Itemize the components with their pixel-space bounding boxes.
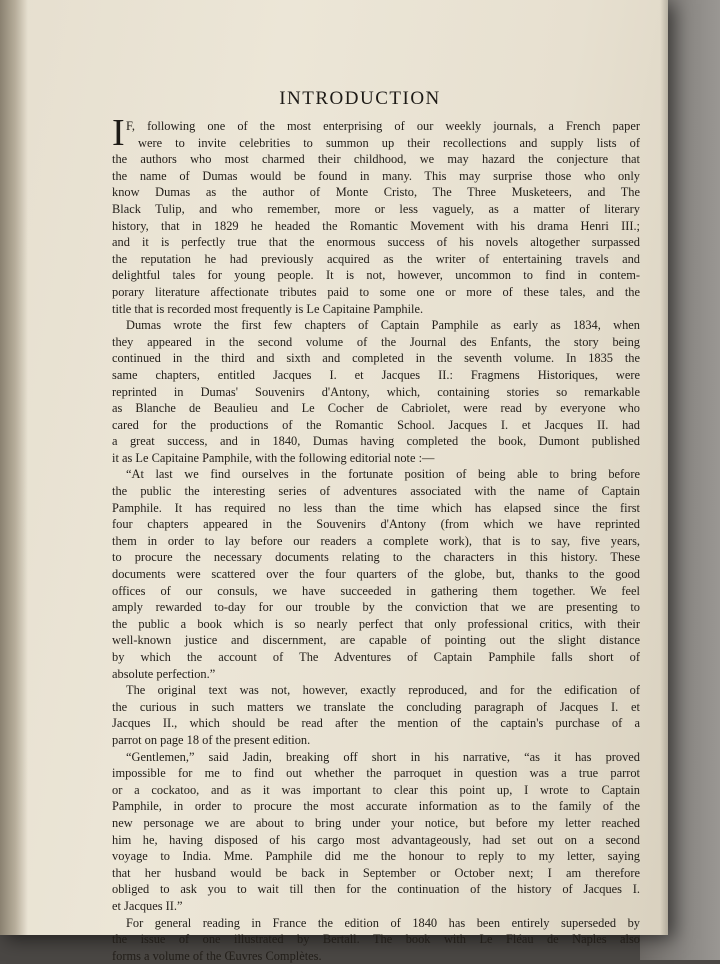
text-line: the public a book which is so nearly perfect that only professional critics, with their (112, 616, 640, 631)
text-line: porary literature affectionate tributes paid to some one or more of these tales, and the (112, 284, 640, 299)
text-line: were to invite celebrities to summon up their recollections and supply lists of (138, 135, 640, 150)
text-line: four chapters appeared in the Souvenirs d'Antony (from which we have reprinted (112, 517, 640, 532)
text-line: the public the interesting series of adventures associated with the name of Captain (112, 484, 640, 499)
text-line: reprinted in Dumas' Souvenirs d'Antony, which, containing stories so remarkable (112, 384, 640, 399)
text-line: cared for the productions of the Romantic School. Jacques I. et Jacques II. had (112, 417, 640, 432)
text-line: offices of our consuls, we have succeeded in gathering them together. We feel (112, 583, 640, 598)
text-line: The original text was not, however, exactly reproduced, and for the edification of (126, 683, 640, 698)
text-line: them in order to lay before our readers a complete work), that is to say, five years, (112, 533, 640, 548)
text-line: “At last we find ourselves in the fortunate position of being able to bring before (126, 467, 640, 482)
text-line: Dumas wrote the first few chapters of Captain Pamphile as early as 1834, when (126, 318, 640, 333)
page-edge (660, 0, 668, 935)
text-line: the name of Dumas would be found in many. This may surprise those who only (112, 168, 640, 183)
text-line: him he, having disposed of his cargo most advantageously, had set out on a second (112, 832, 640, 847)
text-line: delightful tales for young people. It is not, however, uncommon to find in contem- (112, 268, 640, 283)
text-line: same chapters, entitled Jacques I. et Jacques II.: Fragmens Historiques, were (112, 367, 640, 382)
introduction-text (112, 112, 640, 964)
text-line: and it is perfectly true that the enormous success of his novels altogether surpassed (112, 235, 640, 250)
text-line: as Blanche de Beaulieu and Le Cocher de Cabriolet, were read by everyone who (112, 401, 640, 416)
page-title: INTRODUCTION (279, 88, 441, 109)
text-line: history, that in 1829 he headed the Romantic Movement with his drama Henri III.; (112, 218, 640, 233)
text-line: forms a volume of the Œuvres Complètes. (112, 948, 322, 963)
text-line: F, following one of the most enterprising of our weekly journals, a French paper (126, 119, 640, 133)
text-line: well-known justice and discernment, are capable of pointing out the slight distance (112, 633, 640, 648)
text-line: documents were scattered over the four quarters of the globe, but, thanks to the good (112, 567, 640, 582)
text-line: new personage we are about to bring under your notice, but before my letter reached (112, 815, 640, 830)
text-line: parrot on page 18 of the present edition. (112, 732, 311, 747)
text-line: know Dumas as the author of Monte Cristo, The Three Musketeers, and The (112, 185, 640, 200)
text-line: it as Le Capitaine Pamphile, with the following editorial note :— (112, 450, 435, 465)
text-line: a great success, and in 1840, Dumas having completed the book, Dumont published (112, 434, 640, 449)
book-spine-shadow (0, 0, 28, 935)
text-line: Black Tulip, and who remember, more or less vaguely, as a matter of literary (112, 201, 640, 216)
text-line: to procure the necessary documents relating to the characters in this history. These (112, 550, 640, 565)
drop-cap: I (112, 112, 125, 154)
text-line: title that is recorded most frequently is Le Capitaine Pamphile. (112, 301, 424, 316)
text-line: For general reading in France the edition of 1840 has been entirely superseded by (126, 915, 640, 930)
text-line: voyage to India. Mme. Pamphile did me the honour to reply to my letter, saying (112, 849, 640, 864)
text-line: by which the account of The Adventures of Captain Pamphile falls short of (112, 650, 640, 664)
text-line: Pamphile, in order to procure the most accurate information as to the family of the (112, 799, 640, 814)
text-line: the authors who most charmed their childhood, we may hazard the conjecture that (112, 152, 640, 167)
text-line: Jacques II., which should be read after the mention of the captain's purchase of a (112, 716, 640, 731)
text-line: Pamphile. It has required no less than the time which has elapsed since the first (112, 500, 640, 515)
text-line: the reputation he had previously acquired as the writer of entertaining travels and (112, 251, 640, 266)
text-line: the curious in such matters we translate the concluding paragraph of Jacques I. et (112, 699, 640, 714)
text-line: “Gentlemen,” said Jadin, breaking off short in his narrative, “as it has proved (126, 749, 640, 764)
text-line: impossible for me to find out whether the parroquet in question was a true parrot (112, 766, 640, 781)
text-line: absolute perfection.” (112, 666, 216, 681)
text-line: amply rewarded to-day for our trouble by the conviction that we are presenting to (112, 600, 640, 615)
text-line: the issue of one illustrated by Bertall. The book with Le Fléau de Naples also (112, 932, 640, 947)
text-line: et Jacques II.” (112, 898, 183, 913)
text-line: that her husband would be back in September or October next; I am therefore (112, 865, 640, 880)
text-line: obliged to ask you to wait till then for the continuation of the history of Jacques I. (112, 882, 640, 897)
text-line: continued in the third and sixth and completed in the seventh volume. In 1835 the (112, 351, 640, 366)
text-line: they appeared in the second volume of the Journal des Enfants, the story being (112, 334, 640, 349)
text-line: or a cockatoo, and as it was important to clear this point up, I wrote to Captain (112, 782, 640, 797)
